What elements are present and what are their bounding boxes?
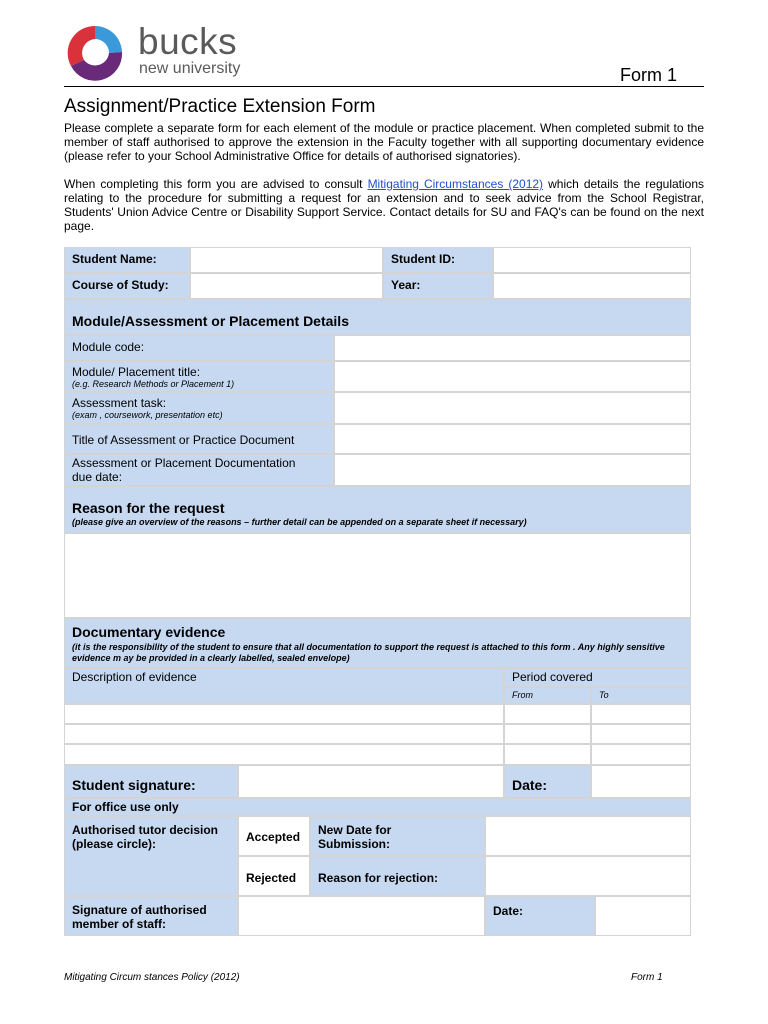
staff-date-field[interactable] (595, 896, 691, 936)
evidence-section-heading: Documentary evidence (it is the responsibility of the student to ensure that all documentation to support the request is attached to this form . Any highly sensitive evidence m ay be provided in a clearly labelled, sealed envelope) (64, 618, 691, 668)
brand-name: bucks (138, 21, 238, 62)
period-covered-header: Period covered (504, 668, 691, 687)
evidence-description-field[interactable] (64, 744, 504, 765)
evidence-to-field[interactable] (591, 744, 691, 765)
header-divider (64, 86, 704, 87)
student-date-field[interactable] (591, 765, 691, 798)
rejected-option[interactable]: Rejected (238, 856, 310, 896)
assessment-task-field[interactable] (334, 392, 691, 424)
footer-form-number: Form 1 (631, 972, 663, 983)
intro-paragraph-1: Please complete a separate form for each element of the module or practice placement. When completed submit to the member of staff authorised to approve the extension in the Faculty together with all supporting documentary evidence (please refer to your School Administrative Office for details of authorised signatories). (64, 121, 704, 163)
document-title-label: Title of Assessment or Practice Document (64, 424, 334, 454)
course-label: Course of Study: (64, 273, 190, 299)
assessment-task-label: Assessment task: (exam , coursework, presentation etc) (64, 392, 334, 424)
module-section-heading: Module/Assessment or Placement Details (64, 299, 691, 335)
period-to-header: To (591, 687, 691, 704)
staff-signature-field[interactable] (238, 896, 485, 936)
due-date-field[interactable] (334, 454, 691, 486)
tutor-decision-label: Authorised tutor decision (please circle): (64, 816, 238, 896)
mitigating-circumstances-link[interactable]: Mitigating Circumstances (2012) (367, 177, 544, 191)
page-title: Assignment/Practice Extension Form (64, 96, 376, 117)
footer-policy: Mitigating Circum stances Policy (2012) (64, 972, 240, 983)
placement-title-field[interactable] (334, 361, 691, 392)
period-from-header: From (504, 687, 591, 704)
student-name-label: Student Name: (64, 247, 190, 273)
new-date-field[interactable] (485, 816, 691, 856)
evidence-from-field[interactable] (504, 744, 591, 765)
reason-section-heading: Reason for the request (please give an overview of the reasons – further detail can be appended on a separate sheet if necessary) (64, 486, 691, 533)
evidence-from-field[interactable] (504, 704, 591, 724)
document-title-field[interactable] (334, 424, 691, 454)
evidence-description-field[interactable] (64, 704, 504, 724)
course-field[interactable] (190, 273, 383, 299)
evidence-to-field[interactable] (591, 724, 691, 744)
rejection-reason-field[interactable] (485, 856, 691, 896)
student-date-label: Date: (504, 765, 591, 798)
student-name-field[interactable] (190, 247, 383, 273)
accepted-option[interactable]: Accepted (238, 816, 310, 856)
rejection-reason-label: Reason for rejection: (310, 856, 485, 896)
form-number: Form 1 (620, 65, 678, 85)
evidence-from-field[interactable] (504, 724, 591, 744)
evidence-description-field[interactable] (64, 724, 504, 744)
module-code-field[interactable] (334, 335, 691, 361)
student-signature-field[interactable] (238, 765, 504, 798)
evidence-description-header: Description of evidence (64, 668, 504, 704)
student-id-field[interactable] (493, 247, 691, 273)
reason-text-area[interactable] (64, 533, 691, 618)
year-field[interactable] (493, 273, 691, 299)
placement-title-label: Module/ Placement title: (e.g. Research Methods or Placement 1) (64, 361, 334, 392)
office-use-heading: For office use only (64, 798, 691, 816)
staff-date-label: Date: (485, 896, 595, 936)
student-id-label: Student ID: (383, 247, 493, 273)
student-signature-label: Student signature: (64, 765, 238, 798)
intro-paragraph-2: When completing this form you are advised to consult Mitigating Circumstances (2012) which details the regulations relating to the procedure for submitting a request for an extension and to seek advice from the School Registrar, Students' Union Advice Centre or Disability Support Service. Contact details for SU and FAQ's can be found on the next page. (64, 177, 705, 233)
module-code-label: Module code: (64, 335, 334, 361)
new-date-label: New Date for Submission: (310, 816, 485, 856)
year-label: Year: (383, 273, 493, 299)
brand-subtitle: new university (139, 60, 241, 77)
university-logo-icon (62, 22, 130, 84)
evidence-to-field[interactable] (591, 704, 691, 724)
due-date-label: Assessment or Placement Documentation due date: (64, 454, 334, 486)
staff-signature-label: Signature of authorised member of staff: (64, 896, 238, 936)
